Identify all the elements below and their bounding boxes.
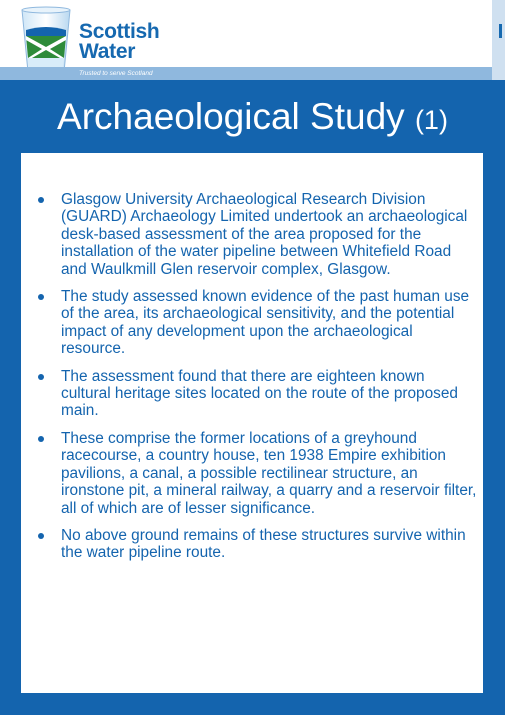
brand-name-line1: Scottish [79, 20, 160, 43]
slide-title [0, 94, 505, 143]
bullet-text: The study assessed known evidence of the past human use of the area, its archaeological sensitivity, and the potential impact of any development upon the archaeological resource. [61, 288, 470, 358]
bullet-dot-icon [38, 533, 44, 539]
strip-mark [499, 24, 502, 38]
list-item [37, 430, 477, 517]
bullet-dot-icon [38, 374, 44, 380]
bullet-dot-icon [38, 197, 44, 203]
bullet-text: These comprise the former locations of a greyhound racecourse, a country house, ten 1938 Empire exhibition pavilions, a canal, a possible rectilinear structure, an ironstone pit, a mineral railway, a quarry and a reservoir filter, all of which are of lesser significance. [61, 429, 477, 517]
slide-title-text: Archaeological Study [57, 96, 405, 137]
tagline-band [0, 67, 505, 80]
bullet-list [37, 191, 477, 572]
list-item [37, 191, 477, 278]
content-box [21, 153, 483, 693]
bullet-text: Glasgow University Archaeological Research Division (GUARD) Archaeology Limited undertook an archaeological desk-based assessment of the area proposed for the installation of the water pipeline between Whitefield Road and Waulkmill Glen reservoir complex, Glasgow. [61, 191, 468, 278]
list-item [37, 527, 477, 562]
bullet-dot-icon [38, 294, 44, 300]
bullet-text: The assessment found that there are eighteen known cultural heritage sites located on the route of the proposed main. [61, 367, 458, 420]
brand-tagline: Trusted to serve Scotland [79, 70, 153, 77]
list-item [37, 288, 477, 358]
header-right-strip [492, 0, 505, 84]
brand-name [79, 22, 159, 62]
brand-name-line2: Water [79, 40, 136, 63]
bullet-text: No above ground remains of these structures survive within the water pipeline route. [61, 526, 466, 562]
list-item [37, 368, 477, 420]
header [0, 0, 505, 84]
slide-title-number: (1) [414, 105, 448, 135]
bullet-dot-icon [38, 436, 44, 442]
